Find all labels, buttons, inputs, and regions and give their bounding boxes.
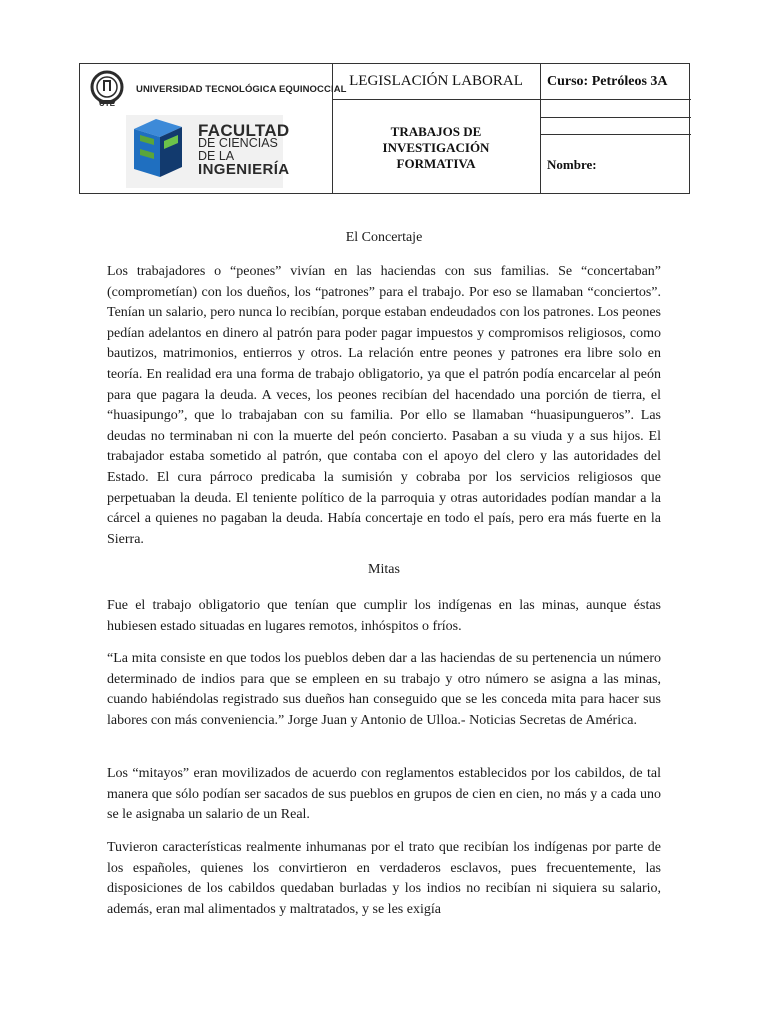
faculty-logo: [126, 115, 290, 188]
section-title: El Concertaje: [345, 230, 423, 245]
faculty-logo-line: FACULTAD: [198, 121, 290, 140]
subject-title: LEGISLACIÓN LABORAL: [349, 73, 523, 89]
section-title: Mitas: [368, 562, 400, 577]
paragraph: Los trabajadores o “peones” vivían en las haciendas con sus familias. Se “concertaban” (comprometían) con los dueños, los “patrones” para el trabajo. Por eso se llamaban “conciertos”. Tenían un salario, pero nunca lo recibían, porque estaban endeudados con los patrones. Los peones pedían adelantos en dinero al patrón para poder pagar impuestos y compromisos religiosos, como bautizos, matrimonios, entierros y otros. La relación entre peones y patrones era libre solo en teoría. En realidad era una forma de trabajo obligatorio, ya que el patrón podía encarcelar al peón para que pagara la deuda. A veces, los peones recibían del hacendado una porción de tierra, el “huasipungo”, que lo trabajaban con su familia. Por ello se llamaban “huasipungueros”. Las deudas no terminaban ni con la muerte del peón concierto. Pasaban a su viuda y a sus hijos. El trabajador estaba sometido al patrón, que contaba con el apoyo del clero y las autoridades del Estado. El cura párroco predicaba la sumisión y cobraba por los servicios religiosos que perpetuaban la deuda. El teniente político de la parroquia y otras autoridades podían mandar a la cárcel a quienes no pagaban la deuda. Había concertaje en todo el país, pero era más fuerte en la Sierra.: [107, 264, 661, 547]
name-field-label: Nombre:: [547, 157, 597, 172]
course-label: Curso: Petróleos 3A: [547, 73, 668, 89]
document-type-line: TRABAJOS DE: [390, 123, 482, 139]
faculty-logo-line: DE LA: [198, 149, 235, 163]
paragraph: “La mita consiste en que todos los pueblos deben dar a las haciendas de su pertenencia un número determinado de indios para que se empleen en su trabajo y otro número se asigna a las minas, cuando habiéndolas registrado sus dueños han conseguido que se les conceda mita para hacer sus labores con más conveniencia.” Jorge Juan y Antonio de Ulloa.- Noticias Secretas de América.: [107, 651, 661, 728]
faculty-logo-line: INGENIERÍA: [198, 161, 290, 178]
document-type-line: FORMATIVA: [396, 155, 476, 171]
university-abbr: UTE: [99, 99, 115, 108]
header-divider: [540, 117, 691, 118]
paragraph: Los “mitayos” eran movilizados de acuerdo con reglamentos establecidos por los cabildos, de tal manera que sólo podían ser sacados de sus pueblos en grupos de cien en cien, no más y a cada uno se le asignaba un salario de un Real.: [107, 766, 661, 823]
university-name: UNIVERSIDAD TECNOLÓGICA EQUINOCCIAL: [136, 84, 347, 95]
document-type-line: INVESTIGACIÓN: [382, 139, 490, 155]
faculty-cube-icon: [126, 115, 198, 188]
faculty-logo-text: [198, 121, 290, 178]
university-logo: [88, 70, 347, 110]
document-type: [332, 100, 540, 195]
paragraph: Fue el trabajo obligatorio que tenían que cumplir los indígenas en las minas, aunque éstas hubiesen estado situadas en lugares remotos, inhóspitos o fríos.: [107, 598, 661, 634]
paragraph: Tuvieron características realmente inhumanas por el trato que recibían los indígenas por parte de los españoles, quienes los convirtieron en verdaderos esclavos, pues frecuentemente, las disposiciones de los cabildos quedaban burladas y los indios no recibían ni siquiera su salario, además, eran mal alimentados y maltratados, y se les exigía: [107, 840, 661, 917]
header-table: [79, 63, 690, 194]
faculty-logo-line: DE CIENCIAS: [198, 136, 278, 150]
